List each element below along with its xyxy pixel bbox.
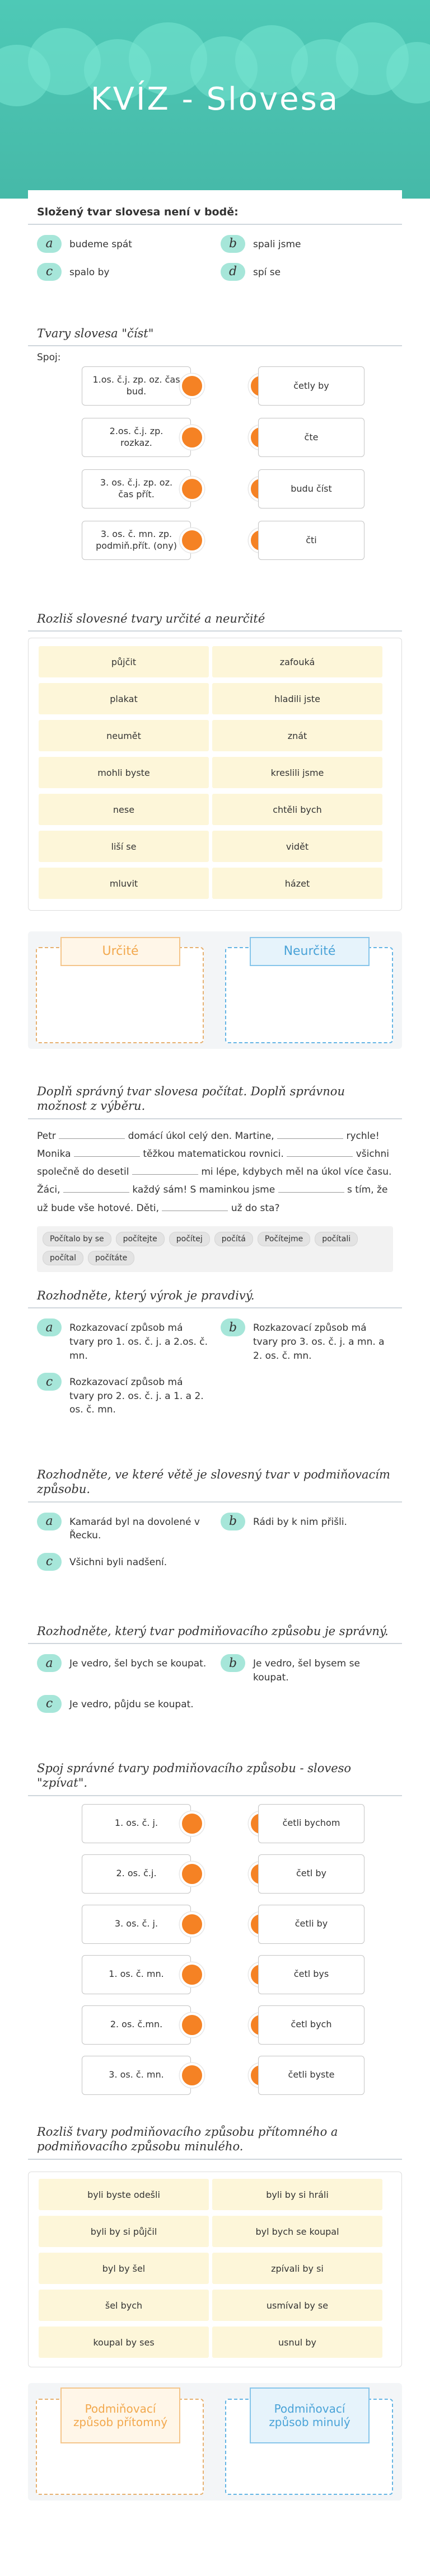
match-right-item[interactable]: čti [258,521,364,560]
bucket-label: Určité [60,937,180,966]
match-right-item[interactable]: čte [258,418,364,457]
match-left-item[interactable]: 2. os. č.mn. [82,2005,191,2045]
text-segment: Petr [37,1130,56,1142]
match-right-item[interactable]: četli by [258,1905,364,1944]
text-segment: mi lépe, kdybych měl na úkol více času. Žáci, [37,1166,392,1196]
options-grid [28,1644,402,1722]
option-text: Rozkazovací způsob má tvary pro 3. os. č. j. a mn. a 2. os. č. mn. [253,1322,385,1362]
connector-dot[interactable] [180,1811,204,1836]
sort-chip[interactable]: byl bych se koupal [212,2216,382,2247]
match-right-item[interactable]: četl bys [258,1955,364,1994]
text-segment: těžkou matematickou rovnici. [143,1148,284,1160]
connector-dot[interactable] [180,374,204,398]
sort-chip[interactable]: usmíval by se [212,2290,382,2321]
sort-chip[interactable]: byli by si půjčil [39,2216,209,2247]
option-letter: c [37,263,62,281]
text-segment: rychle! Monika [37,1130,380,1160]
page-title: KVÍZ - Slovesa [90,81,340,117]
sort-chip[interactable]: nese [39,794,209,825]
connector-dot[interactable] [180,1862,204,1886]
option-a[interactable] [37,1513,209,1543]
option-text: Rozkazovací způsob má tvary pro 1. os. č. j. a 2.os. č. mn. [69,1322,208,1362]
sort-chip[interactable]: šel bych [39,2290,209,2321]
connector-dot[interactable] [180,1912,204,1937]
option-text: Rozkazovací způsob má tvary pro 2. os. č. j. a 1. a 2. os. č. mn. [69,1377,204,1416]
option-letter: b [221,1513,245,1530]
option-a[interactable] [37,1318,209,1363]
question-title: Rozliš slovesné tvary určité a neurčité [28,607,402,632]
match-row [37,366,393,411]
option-letter: a [37,235,62,253]
blank-input[interactable] [59,1129,125,1139]
option-letter: b [221,1654,245,1672]
word-option[interactable]: počítá [214,1232,253,1246]
match-left-item[interactable]: 3. os. č.j. zp. oz. čas přít. [82,469,191,508]
option-text: budeme spát [69,238,132,250]
blank-input[interactable] [74,1147,140,1157]
sort-chip[interactable]: plakat [39,683,209,714]
text-segment: už do sta? [231,1202,280,1214]
page-header [0,0,430,199]
sort-chip[interactable]: usnul by [212,2327,382,2358]
question-2 [28,322,402,585]
sort-chip[interactable]: chtěli bych [212,794,382,825]
match-left-item[interactable]: 3. os. č. mn. [82,2056,191,2095]
text-segment: s tím, že už bude vše hotové. Děti, [37,1184,388,1214]
text-segment: domácí úkol celý den. Martine, [128,1130,274,1142]
text-segment: všichni společně do desetil [37,1148,389,1178]
option-letter: d [221,263,245,281]
options-grid [28,225,402,291]
match-row [37,1854,393,1899]
option-text: Kamarád byl na dovolené v Řecku. [69,1516,200,1542]
option-b[interactable] [221,1513,393,1543]
option-letter: c [37,1695,62,1713]
question-3 [28,607,402,1054]
sort-chip[interactable]: házet [212,868,382,899]
question-title: Spoj správné tvary podmiňovacího způsobu - sloveso "zpívat". [28,1756,402,1796]
match-right-item[interactable]: četly by [258,366,364,406]
question-8 [28,1756,402,2103]
option-b[interactable] [221,235,393,253]
sort-buckets [28,931,402,1049]
sort-chip[interactable]: zafouká [212,646,382,677]
match-row [37,2056,393,2101]
word-bank [37,1226,393,1272]
match-left-item[interactable]: 2. os. č.j. [82,1854,191,1894]
question-title: Tvary slovesa "číst" [28,322,402,346]
match-row [37,1955,393,2000]
question-9 [28,2120,402,2568]
option-letter: a [37,1513,62,1530]
word-option[interactable]: počítej [169,1232,210,1246]
option-c[interactable] [37,1695,209,1713]
connector-dot[interactable] [180,2063,204,2088]
blank-input[interactable] [63,1183,129,1193]
option-letter: a [37,1318,62,1336]
option-letter: c [37,1553,62,1571]
blank-input[interactable] [278,1183,344,1193]
sort-chip[interactable]: byl by šel [39,2253,209,2284]
sort-chip[interactable]: vidět [212,831,382,862]
sort-chip[interactable]: byli by si hráli [212,2179,382,2210]
question-title: Rozliš tvary podmiňovacího způsobu přítomného a podmiňovacího způsobu minulého. [28,2120,402,2160]
option-c[interactable] [37,1373,209,1417]
word-option[interactable]: Počítalo by se [43,1232,111,1246]
option-text: Rádi by k nim přišli. [253,1516,347,1528]
connector-dot[interactable] [180,425,204,450]
match-left-item[interactable]: 2.os. č.j. zp. rozkaz. [82,418,191,457]
option-c[interactable] [37,263,209,281]
question-title: Doplň správný tvar slovesa počítat. Doplň správnou možnost z výběru. [28,1080,402,1119]
bucket-label: Podmiňovací způsob přítomný [60,2387,180,2443]
connector-dot[interactable] [180,477,204,501]
connector-dot[interactable] [180,528,204,553]
sort-chip[interactable]: koupal by ses [39,2327,209,2358]
connector-dot[interactable] [180,2013,204,2037]
word-option[interactable]: počítal [43,1251,83,1265]
option-letter: b [221,235,245,253]
match-left-item[interactable]: 1. os. č. mn. [82,1955,191,1994]
sort-chip[interactable]: půjčit [39,646,209,677]
match-left-item[interactable]: 3. os. č. mn. zp. podmiň.přít. (ony) [82,521,191,560]
matching-area [28,346,402,566]
sort-chip[interactable]: neumět [39,720,209,751]
sort-chip[interactable]: byli byste odešli [39,2179,209,2210]
matching-area [28,1796,402,2101]
sort-chip[interactable]: kreslili jsme [212,757,382,788]
sort-chip[interactable]: mluvit [39,868,209,899]
option-a[interactable] [37,235,209,253]
match-row [37,2005,393,2050]
match-right-item[interactable]: četli byste [258,2056,364,2095]
match-row [37,1905,393,1949]
sort-buckets [28,2383,402,2500]
blank-input[interactable] [277,1129,343,1139]
sort-chip[interactable]: znát [212,720,382,751]
fill-in-text [28,1119,402,1221]
match-row [37,418,393,463]
text-segment: každý sám! S maminkou jsme [132,1184,275,1196]
match-right-item[interactable]: četl bych [258,2005,364,2045]
match-right-item[interactable]: četl by [258,1854,364,1894]
instruction-label: Spoj: [37,352,61,364]
match-row [37,521,393,566]
match-right-item[interactable]: budu číst [258,469,364,508]
question-title: Rozhodněte, který tvar podmiňovacího způsobu je správný. [28,1619,402,1644]
sort-item-pool [28,2172,402,2367]
question-7 [28,1619,402,1731]
sort-chip[interactable]: liší se [39,831,209,862]
match-row [37,469,393,514]
match-row [37,1804,393,1849]
word-option[interactable]: Počítejme [258,1232,310,1246]
blank-input[interactable] [132,1165,198,1175]
options-grid [28,1503,402,1581]
question-4 [28,1080,402,1275]
option-text: spalo by [69,266,110,278]
option-b[interactable] [221,1318,393,1363]
option-d[interactable] [221,263,393,281]
option-b[interactable] [221,1654,393,1684]
option-c[interactable] [37,1553,209,1571]
option-letter: a [37,1654,62,1672]
options-grid [28,1308,402,1427]
match-left-item[interactable]: 3. os. č. j. [82,1905,191,1944]
sort-item-pool [28,638,402,911]
question-1 [28,190,402,302]
option-text: Je vedro, šel bych se koupat. [69,1658,207,1670]
word-option[interactable]: počítáte [88,1251,134,1265]
sort-chip[interactable]: hladili jste [212,683,382,714]
question-title: Rozhodněte, ve které větě je slovesný tvar v podmiňovacím způsobu. [28,1463,402,1503]
option-text: spí se [253,266,281,278]
match-left-item[interactable]: 1.os. č.j. zp. oz. čas bud. [82,366,191,406]
bucket-label: Neurčité [250,937,370,966]
option-a[interactable] [37,1654,209,1684]
option-letter: b [221,1318,245,1336]
question-title: Rozhodněte, který výrok je pravdivý. [28,1284,402,1308]
option-letter: c [37,1373,62,1391]
match-left-item[interactable]: 1. os. č. j. [82,1804,191,1843]
option-text: Všichni byli nadšení. [69,1556,167,1568]
blank-input[interactable] [162,1202,228,1211]
word-option[interactable]: počítejte [116,1232,165,1246]
word-option[interactable]: počítali [315,1232,358,1246]
blank-input[interactable] [287,1147,353,1157]
bucket-label: Podmiňovací způsob minulý [250,2387,370,2443]
option-text: Je vedro, půjdu se koupat. [69,1698,194,1710]
sort-chip[interactable]: mohli byste [39,757,209,788]
question-6 [28,1463,402,1597]
sort-chip[interactable]: zpívali by si [212,2253,382,2284]
connector-dot[interactable] [180,1962,204,1987]
question-5 [28,1284,402,1429]
option-text: Je vedro, šel bysem se koupat. [253,1658,360,1683]
match-right-item[interactable]: četli bychom [258,1804,364,1843]
option-text: spali jsme [253,238,301,250]
question-title: Složený tvar slovesa není v bodě: [28,201,402,225]
